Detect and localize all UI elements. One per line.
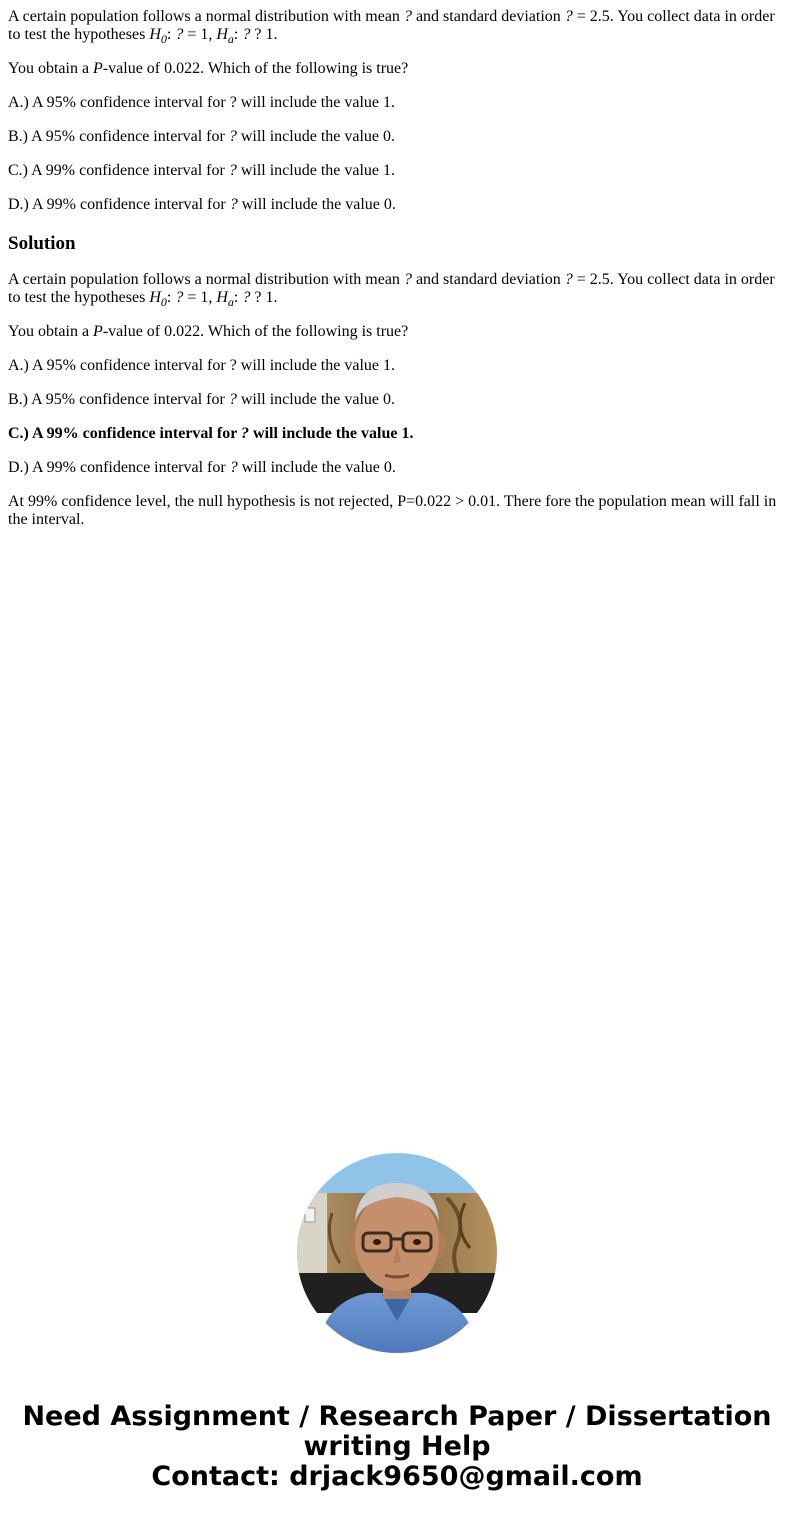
colon: : bbox=[233, 26, 243, 43]
explanation-text: At 99% confidence level, the null hypothesis is not rejected, P=0.022 > 0.01. There fore the population mean will fall in the interval. bbox=[8, 493, 777, 528]
promo-line-2: writing Help bbox=[303, 1431, 491, 1462]
solution-heading: Solution bbox=[8, 233, 76, 254]
option-text: D.) A 99% confidence interval for bbox=[8, 196, 230, 213]
solution-question-intro bbox=[8, 271, 786, 310]
sigma-symbol: ? bbox=[564, 8, 573, 25]
solution-option-a: A.) A 95% confidence interval for ? will include the value 1. bbox=[8, 357, 395, 374]
colon: : bbox=[166, 26, 176, 43]
h0-subscript: 0 bbox=[160, 295, 167, 310]
option-b bbox=[8, 128, 786, 146]
colon: : bbox=[233, 289, 243, 306]
intro-text: = 2.5. You collect data in order to test the hypotheses bbox=[8, 8, 775, 43]
mu-symbol: ? bbox=[242, 26, 251, 43]
mu-symbol: ? bbox=[175, 26, 184, 43]
p-symbol: P bbox=[93, 60, 103, 77]
option-text: C.) A 99% confidence interval for bbox=[8, 425, 242, 442]
intro-text: A certain population follows a normal distribution with mean bbox=[8, 271, 404, 288]
promo-line-1: Need Assignment / Research Paper / Dissertation bbox=[22, 1401, 772, 1432]
mu-symbol: ? bbox=[241, 425, 250, 442]
mu-symbol: ? bbox=[242, 289, 251, 306]
promo-contact: Contact: drjack9650@gmail.com bbox=[151, 1461, 643, 1492]
option-text: will include the value 0. bbox=[236, 128, 396, 145]
h0-value: = 1, bbox=[183, 289, 217, 306]
h0-subscript: 0 bbox=[160, 32, 167, 47]
option-text: D.) A 99% confidence interval for bbox=[8, 459, 230, 476]
correct-answer-option-c bbox=[8, 425, 786, 443]
sigma-symbol: ? bbox=[564, 271, 573, 288]
option-text: B.) A 95% confidence interval for bbox=[8, 128, 229, 145]
option-d bbox=[8, 196, 786, 214]
option-text: C.) A 99% confidence interval for bbox=[8, 162, 229, 179]
pvalue-text: -value of 0.022. Which of the following is true? bbox=[102, 323, 409, 340]
pvalue-text: You obtain a bbox=[8, 60, 94, 77]
mu-symbol: ? bbox=[403, 271, 412, 288]
option-text: B.) A 95% confidence interval for bbox=[8, 391, 229, 408]
portrait-illustration bbox=[297, 1153, 497, 1353]
mu-symbol: ? bbox=[175, 289, 184, 306]
h0-value: = 1, bbox=[183, 26, 217, 43]
option-text: will include the value 0. bbox=[237, 459, 396, 476]
ha-value: ? 1. bbox=[250, 289, 278, 306]
pvalue-text: -value of 0.022. Which of the following is true? bbox=[102, 60, 409, 77]
question-intro bbox=[8, 8, 786, 47]
p-symbol: P bbox=[93, 323, 103, 340]
mu-symbol: ? bbox=[228, 162, 237, 179]
option-text: will include the value 0. bbox=[236, 391, 396, 408]
ha-symbol: H bbox=[216, 26, 228, 43]
option-text: will include the value 1. bbox=[236, 162, 396, 179]
ha-value: ? 1. bbox=[250, 26, 278, 43]
intro-text: = 2.5. You collect data in order to test the hypotheses bbox=[8, 271, 775, 306]
option-a: A.) A 95% confidence interval for ? will include the value 1. bbox=[8, 94, 395, 111]
solution-pvalue-sentence bbox=[8, 323, 786, 341]
option-text: will include the value 1. bbox=[249, 425, 414, 442]
intro-text: and standard deviation bbox=[411, 271, 565, 288]
promo-banner bbox=[0, 1402, 794, 1492]
solution-option-b bbox=[8, 391, 786, 409]
colon: : bbox=[166, 289, 176, 306]
document-body bbox=[8, 8, 786, 545]
ha-subscript: a bbox=[227, 32, 234, 47]
mu-symbol: ? bbox=[403, 8, 412, 25]
h0-symbol: H bbox=[149, 26, 161, 43]
h0-symbol: H bbox=[149, 289, 161, 306]
ha-subscript: a bbox=[227, 295, 234, 310]
pvalue-text: You obtain a bbox=[8, 323, 94, 340]
mu-symbol: ? bbox=[229, 459, 238, 476]
author-photo bbox=[297, 1153, 497, 1353]
mu-symbol: ? bbox=[229, 196, 238, 213]
pvalue-sentence bbox=[8, 60, 786, 78]
solution-option-d bbox=[8, 459, 786, 477]
ha-symbol: H bbox=[216, 289, 228, 306]
mu-symbol: ? bbox=[228, 128, 237, 145]
mu-symbol: ? bbox=[228, 391, 237, 408]
option-text: will include the value 0. bbox=[237, 196, 396, 213]
option-c bbox=[8, 162, 786, 180]
intro-text: A certain population follows a normal distribution with mean bbox=[8, 8, 404, 25]
intro-text: and standard deviation bbox=[411, 8, 565, 25]
